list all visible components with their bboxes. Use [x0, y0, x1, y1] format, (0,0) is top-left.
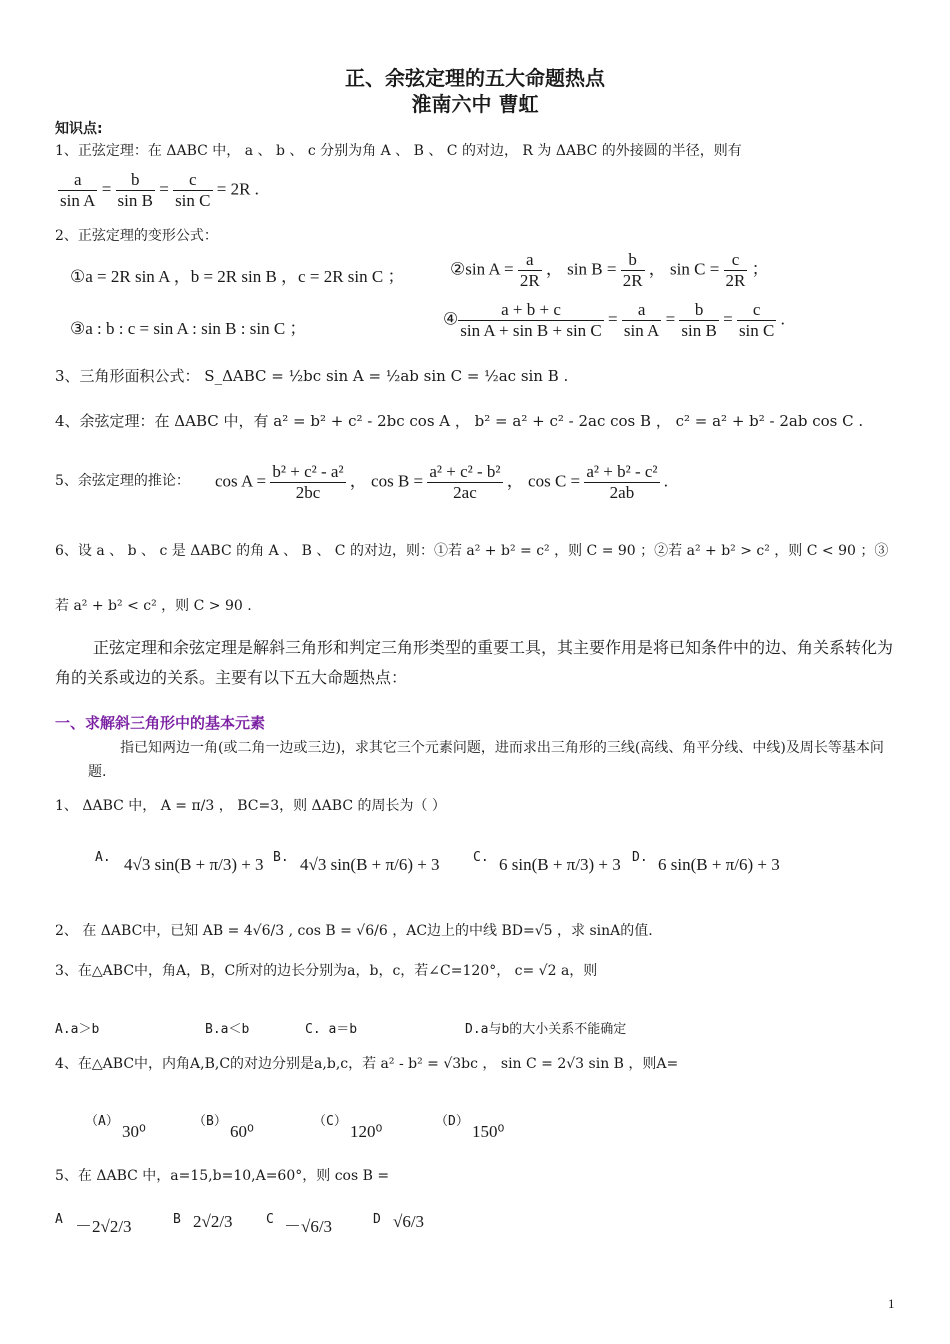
- document-author: 淮南六中 曹虹: [411, 92, 539, 116]
- q5-option-d-label[interactable]: D: [373, 1212, 381, 1227]
- knowledge-heading: 知识点:: [55, 121, 103, 137]
- q5-option-c-label[interactable]: C: [266, 1212, 274, 1227]
- q5-option-c[interactable]: －√6/3: [284, 1217, 333, 1236]
- q1-option-d[interactable]: 6 sin(B + π/6) + 3: [658, 855, 780, 874]
- k1-formula: $\frac{a}{\text{sin A}}$ = $\frac{b}{\text{sin B}}$ = $\frac{c}{\text{sin C}}$ = 2R .: [60, 170, 259, 210]
- section-1-description: 指已知两边一角(或二角一边或三边)，求其它三个元素问题，进而求出三角形的三线(高线、角平分线、中线)及周长等基本问题.: [88, 740, 884, 780]
- q3-stem: 3、在△ABC中，角A，B，C所对的边长分别为a，b，c，若∠C=120°， c= √2 a，则: [55, 963, 598, 979]
- q1-option-d-label[interactable]: D.: [632, 850, 648, 865]
- intro-paragraph: 正弦定理和余弦定理是解斜三角形和判定三角形类型的重要工具，其主要作用是将已知条件中的边、角关系转化为角的关系或边的关系。主要有以下五大命题热点：: [55, 638, 894, 687]
- page-number: 1: [888, 1296, 895, 1311]
- q4-option-a-label[interactable]: （A）: [85, 1114, 119, 1129]
- k6-line2: 若 a² + b² < c² ，则 C > 90 .: [55, 598, 252, 614]
- q4-option-c[interactable]: 120⁰: [350, 1122, 383, 1141]
- k5-formulas: cos A = $\frac{\text{b² + c² - a²}}{2bc}$ ， cos B = $\frac{\text{a² + c² - b²}}{2ac}$ ， cos C = $\frac{\text{a² + b² - c²}}{2ab}$ .: [215, 462, 669, 502]
- q5-stem: 5、在 ΔABC 中，a=15,b=10,A=60°，则 cos B =: [55, 1168, 390, 1184]
- q4-option-a[interactable]: 30⁰: [122, 1122, 146, 1141]
- k2-formula-3: ③a : b : c = sin A : sin B : sin C ；: [70, 319, 307, 338]
- q4-option-d-label[interactable]: （D）: [435, 1114, 469, 1129]
- k6-line1: 6、设 a 、 b 、 c 是 ΔABC 的角 A 、 B 、 C 的对边，则：①若 a² + b² = c² ，则 C = 90 ；②若 a² + b² > c² ，则 C < 90 ；③: [55, 543, 889, 559]
- q3-option-d[interactable]: D.a与b的大小关系不能确定: [465, 1022, 627, 1037]
- k4-cosine-law: 4、余弦定理：在 ΔABC 中，有 a² = b² + c² - 2bc cos A ， b² = a² + c² - 2ac cos B ， c² = a² + b² - 2ab cos C .: [55, 412, 864, 430]
- k3-area-formula: 3、三角形面积公式： S_ΔABC = ½bc sin A = ½ab sin C = ½ac sin B .: [55, 367, 569, 385]
- k2-formula-4: ④ $\frac{a + b + c}{\text{sin A + sin B + sin C}}$ = $\frac{a}{\text{sin A}}$ = $\frac{b}{\text{sin B}}$ = $\frac{c}{\text{sin C}}$ .: [443, 300, 785, 340]
- q5-option-d[interactable]: √6/3: [393, 1212, 425, 1231]
- q1-option-a[interactable]: 4√3 sin(B + π/3) + 3: [124, 855, 264, 874]
- q5-option-b-label[interactable]: B: [173, 1212, 181, 1227]
- q4-option-c-label[interactable]: （C）: [313, 1114, 347, 1129]
- q1-option-c[interactable]: 6 sin(B + π/3) + 3: [499, 855, 621, 874]
- k2-heading: 2、正弦定理的变形公式：: [55, 228, 218, 244]
- q3-option-a[interactable]: A.a＞b: [55, 1022, 100, 1037]
- q5-option-a[interactable]: －2√2/3: [75, 1217, 132, 1236]
- q1-option-a-label[interactable]: A.: [95, 850, 111, 865]
- q1-stem: 1、 ΔABC 中， A = π/3 ， BC=3，则 ΔABC 的周长为（ ）: [55, 798, 446, 814]
- q4-option-b-label[interactable]: （B）: [193, 1114, 227, 1129]
- k2-formula-2: ②sin A = $\frac{a}{2R}$ ， sin B = $\frac{b}{2R}$ ， sin C = $\frac{c}{2R}$ ；: [450, 250, 769, 290]
- q4-option-b[interactable]: 60⁰: [230, 1122, 254, 1141]
- q4-option-d[interactable]: 150⁰: [472, 1122, 505, 1141]
- q3-option-b[interactable]: B.a＜b: [205, 1022, 250, 1037]
- k2-formula-1: ①a = 2R sin A ，b = 2R sin B ，c = 2R sin C ；: [70, 267, 405, 286]
- q5-option-b[interactable]: 2√2/3: [193, 1212, 233, 1231]
- document-title: 正、余弦定理的五大命题热点: [345, 66, 605, 90]
- q4-stem: 4、在△ABC中，内角A,B,C的对边分别是a,b,c，若 a² - b² = √3bc ， sin C = 2√3 sin B ，则A=: [55, 1056, 679, 1072]
- q5-option-a-label[interactable]: A: [55, 1212, 63, 1227]
- q1-option-b[interactable]: 4√3 sin(B + π/6) + 3: [300, 855, 440, 874]
- k5-label: 5、余弦定理的推论：: [55, 473, 190, 489]
- k1-line1: 1、正弦定理：在 ΔABC 中， a 、 b 、 c 分别为角 A 、 B 、 C 的对边， R 为 ΔABC 的外接圆的半径，则有: [55, 143, 742, 159]
- q1-option-c-label[interactable]: C.: [473, 850, 489, 865]
- q2-stem: 2、 在 ΔABC中，已知 AB = 4√6/3 , cos B = √6/6 ，AC边上的中线 BD=√5 ，求 sinA的值.: [55, 923, 653, 939]
- section-1-heading: 一、求解斜三角形中的基本元素: [55, 714, 266, 732]
- q3-option-c[interactable]: C. a＝b: [305, 1022, 358, 1037]
- q1-option-b-label[interactable]: B.: [273, 850, 289, 865]
